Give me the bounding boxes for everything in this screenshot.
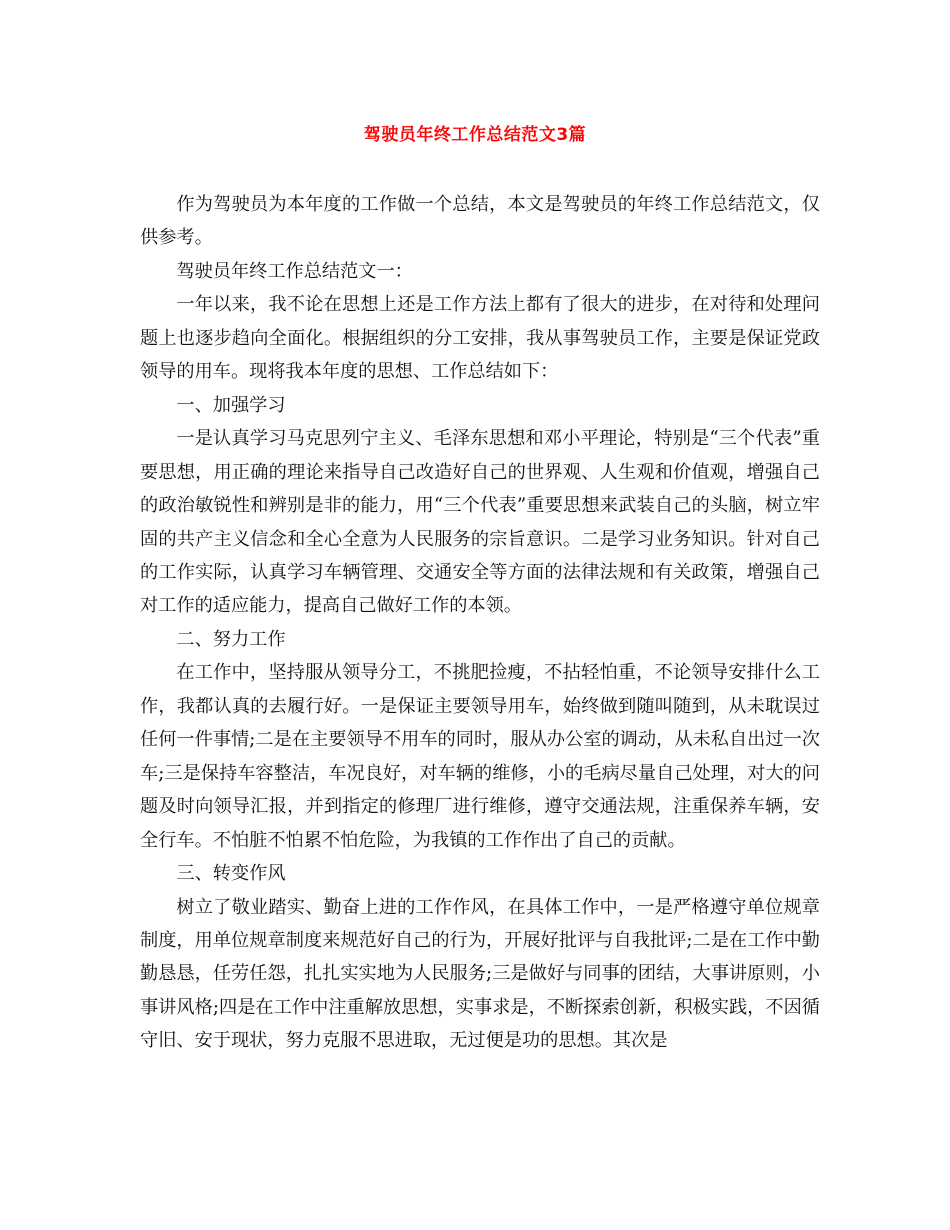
document-title: 驾驶员年终工作总结范文3篇 <box>363 125 587 145</box>
document-body <box>140 188 820 1058</box>
section-heading-work: 二、努力工作 <box>176 628 286 650</box>
paragraph-sample-heading: 驾驶员年终工作总结范文一： <box>176 260 413 282</box>
section-heading-style: 三、转变作风 <box>176 863 286 885</box>
paragraph-work: 在工作中，坚持服从领导分工，不挑肥捡瘦，不拈轻怕重，不论领导安排什么工作，我都认真的去履行好。一是保证主要领导用车，始终做到随叫随到，从未耽误过任何一件事情;二是在主要领导不用车的同时，服从办公室的调动，从未私自出过一次车;三是保持车容整洁，车况良好，对车辆的维修，小的毛病尽量自己处理，对大的问题及时向领导汇报，并到指定的修理厂进行维修，遵守交通法规，注重保养车辆，安全行车。不怕脏不怕累不怕危险，为我镇的工作作出了自己的贡献。 <box>140 662 820 851</box>
section-heading-study: 一、加强学习 <box>176 394 286 416</box>
paragraph-intro: 作为驾驶员为本年度的工作做一个总结，本文是驾驶员的年终工作总结范文，仅供参考。 <box>140 194 820 249</box>
paragraph-style: 树立了敬业踏实、勤奋上进的工作作风，在具体工作中，一是严格遵守单位规章制度，用单位规章制度来规范好自己的行为，开展好批评与自我批评;二是在工作中勤勤恳恳，任劳任怨，扎扎实实地为人民服务;三是做好与同事的团结，大事讲原则，小事讲风格;四是在工作中注重解放思想，实事求是，不断探索创新，积极实践，不因循守旧、安于现状，努力克服不思进取，无过便是功的思想。其次是 <box>140 896 820 1052</box>
paragraph-overview: 一年以来，我不论在思想上还是工作方法上都有了很大的进步，在对待和处理问题上也逐步趋向全面化。根据组织的分工安排，我从事驾驶员工作，主要是保证党政领导的用车。现将我本年度的思想、工作总结如下： <box>140 294 820 383</box>
paragraph-study: 一是认真学习马克思列宁主义、毛泽东思想和邓小平理论，特别是“三个代表”重要思想，用正确的理论来指导自己改造好自己的世界观、人生观和价值观，增强自己的政治敏锐性和辨别是非的能力，用“三个代表”重要思想来武装自己的头脑，树立牢固的共产主义信念和全心全意为人民服务的宗旨意识。二是学习业务知识。针对自己的工作实际，认真学习车辆管理、交通安全等方面的法律法规和有关政策，增强自己对工作的适应能力，提高自己做好工作的本领。 <box>140 428 820 617</box>
